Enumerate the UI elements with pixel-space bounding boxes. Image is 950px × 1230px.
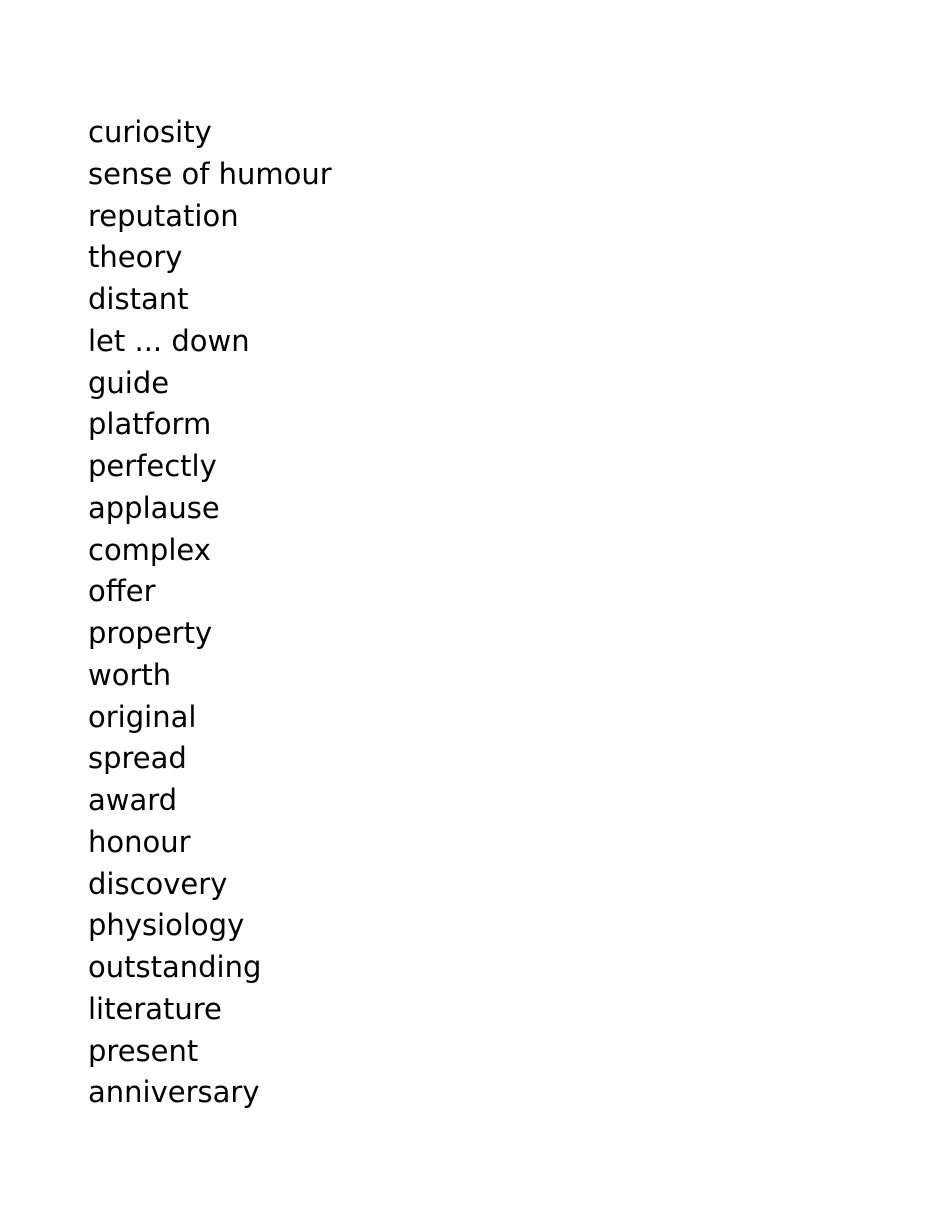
list-item: literature (88, 991, 222, 1026)
list-item: anniversary (88, 1075, 260, 1110)
list-item: reputation (88, 198, 239, 233)
list-item: worth (88, 657, 172, 692)
list-item: original (88, 699, 197, 734)
list-item: award (88, 783, 178, 817)
list-item: complex (88, 532, 211, 567)
list-item: property (88, 616, 213, 650)
list-item: let ... down (88, 323, 250, 358)
list-item: honour (88, 824, 191, 859)
list-item: sense of humour (88, 156, 332, 191)
list-item: spread (88, 741, 187, 776)
list-item: guide (88, 365, 170, 400)
list-item: applause (88, 490, 220, 525)
list-item: present (88, 1033, 199, 1068)
list-item: perfectly (88, 449, 217, 483)
list-item: outstanding (88, 950, 262, 984)
list-item: theory (88, 240, 183, 275)
list-item: offer (88, 574, 156, 609)
vocabulary-list (88, 112, 332, 1114)
list-item: physiology (88, 908, 245, 943)
list-item: curiosity (88, 115, 212, 149)
list-item: discovery (88, 866, 228, 901)
list-item: platform (88, 407, 212, 442)
list-item: distant (88, 282, 189, 316)
